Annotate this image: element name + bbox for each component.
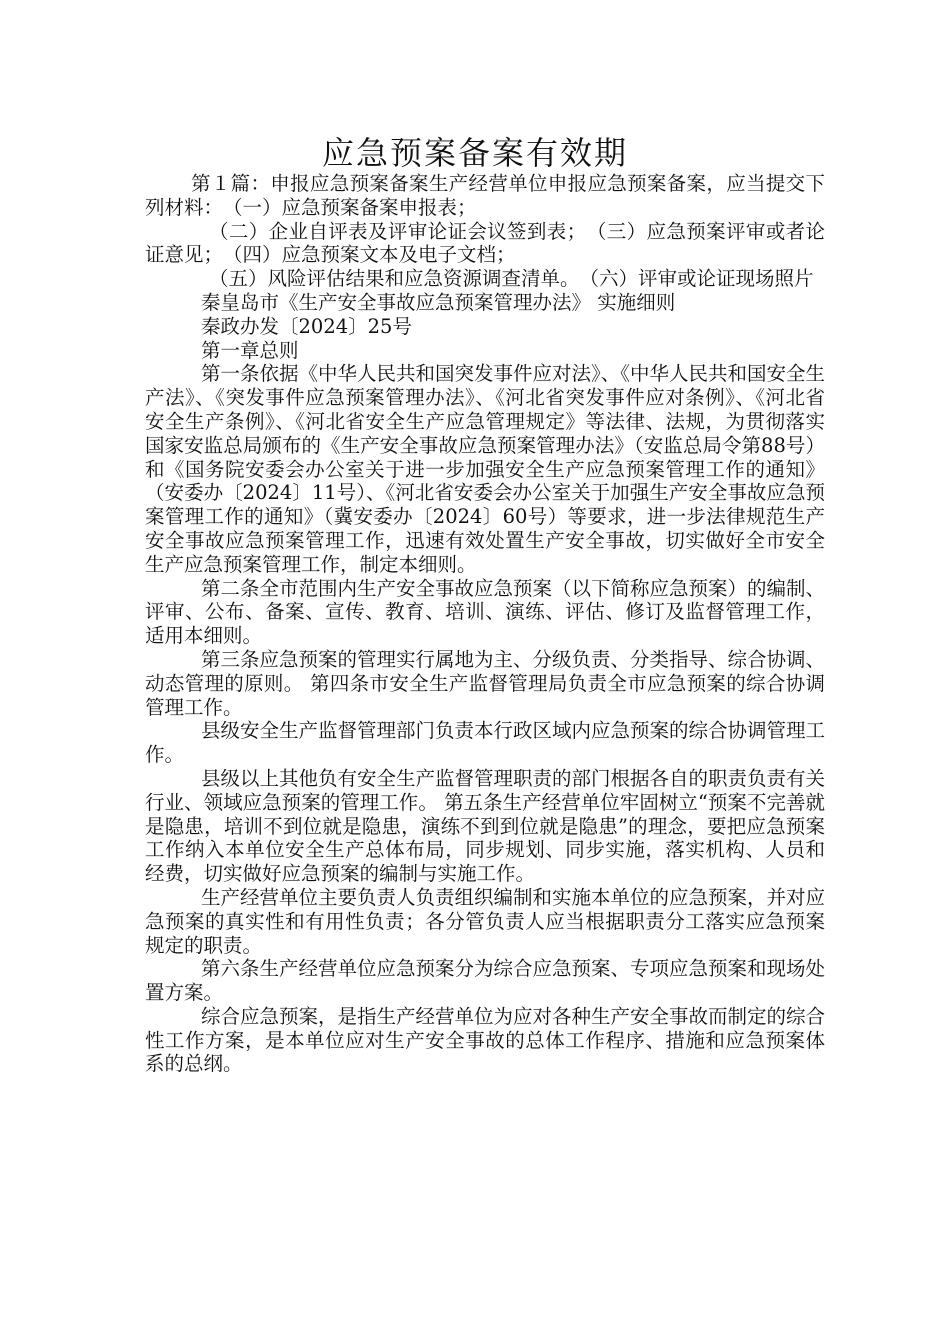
document-body	[145, 172, 825, 1076]
paragraph: （二）企业自评表及评审论证会议签到表； （三）应急预案评审或者论证意见； （四）应急预案文本及电子文档；	[145, 219, 825, 267]
paragraph: 综合应急预案，是指生产经营单位为应对各种生产安全事故而制定的综合性工作方案，是本单位应对生产安全事故的总体工作程序、措施和应急预案体系的总纲。	[145, 1004, 826, 1076]
page-title: 应急预案备案有效期	[321, 134, 628, 172]
paragraph: 第１篇：申报应急预案备案生产经营单位申报应急预案备案，应当提交下列材料： （一）应急预案备案申报表；	[145, 172, 825, 219]
paragraph: 第三条应急预案的管理实行属地为主、分级负责、分类指导、综合协调、动态管理的原则。 第四条市安全生产监督管理局负责全市应急预案的综合协调管理工作。	[145, 647, 826, 719]
paragraph: 秦政办发〔2024〕25号	[201, 314, 412, 338]
paragraph: 秦皇岛市《生产安全事故应急预案管理办法》 实施细则	[201, 290, 676, 314]
paragraph: 生产经营单位主要负责人负责组织编制和实施本单位的应急预案，并对应急预案的真实性和有用性负责；各分管负责人应当根据职责分工落实应急预案规定的职责。	[145, 885, 826, 957]
paragraph: 第二条全市范围内生产安全事故应急预案（以下简称应急预案）的编制、评审、公布、备案、宣传、教育、培训、演练、评估、修订及监督管理工作，适用本细则。	[145, 576, 826, 648]
paragraph: 县级以上其他负有安全生产监督管理职责的部门根据各自的职责负责有关行业、领域应急预案的管理工作。 第五条生产经营单位牢固树立“预案不完善就是隐患，培训不到位就是隐患，演练不到到位就是隐患”的理念，要把应急预案工作纳入本单位安全生产总体布局，同步规划、同步实施，落实机构、人员和经费，切实做好应急预案的编制与实施工作。	[145, 766, 826, 886]
paragraph: 县级安全生产监督管理部门负责本行政区域内应急预案的综合协调管理工作。	[145, 719, 826, 767]
paragraph: 第六条生产经营单位应急预案分为综合应急预案、专项应急预案和现场处置方案。	[145, 957, 826, 1005]
paragraph: 第一条依据《中华人民共和国突发事件应对法》、《中华人民共和国安全生产法》、《突发事件应急预案管理办法》、《河北省突发事件应对条例》、《河北省安全生产条例》、《河北省安全生产应急管理规定》等法律、法规，为贯彻落实国家安监总局颁布的《生产安全事故应急预案管理办法》（安监总局令第88号）和《国务院安委会办公室关于进一步加强安全生产应急预案管理工作的通知》（安委办〔2024〕11号）、《河北省安委会办公室关于加强生产安全事故应急预案管理工作的通知》（冀安委办〔2024〕60号）等要求，进一步法律规范生产安全事故应急预案管理工作，迅速有效处置生产安全事故，切实做好全市安全生产应急预案管理工作，制定本细则。	[145, 362, 826, 576]
paragraph: 第一章总则	[201, 338, 299, 362]
paragraph: （五）风险评估结果和应急资源调查清单。 （六）评审或论证现场照片	[209, 267, 814, 291]
